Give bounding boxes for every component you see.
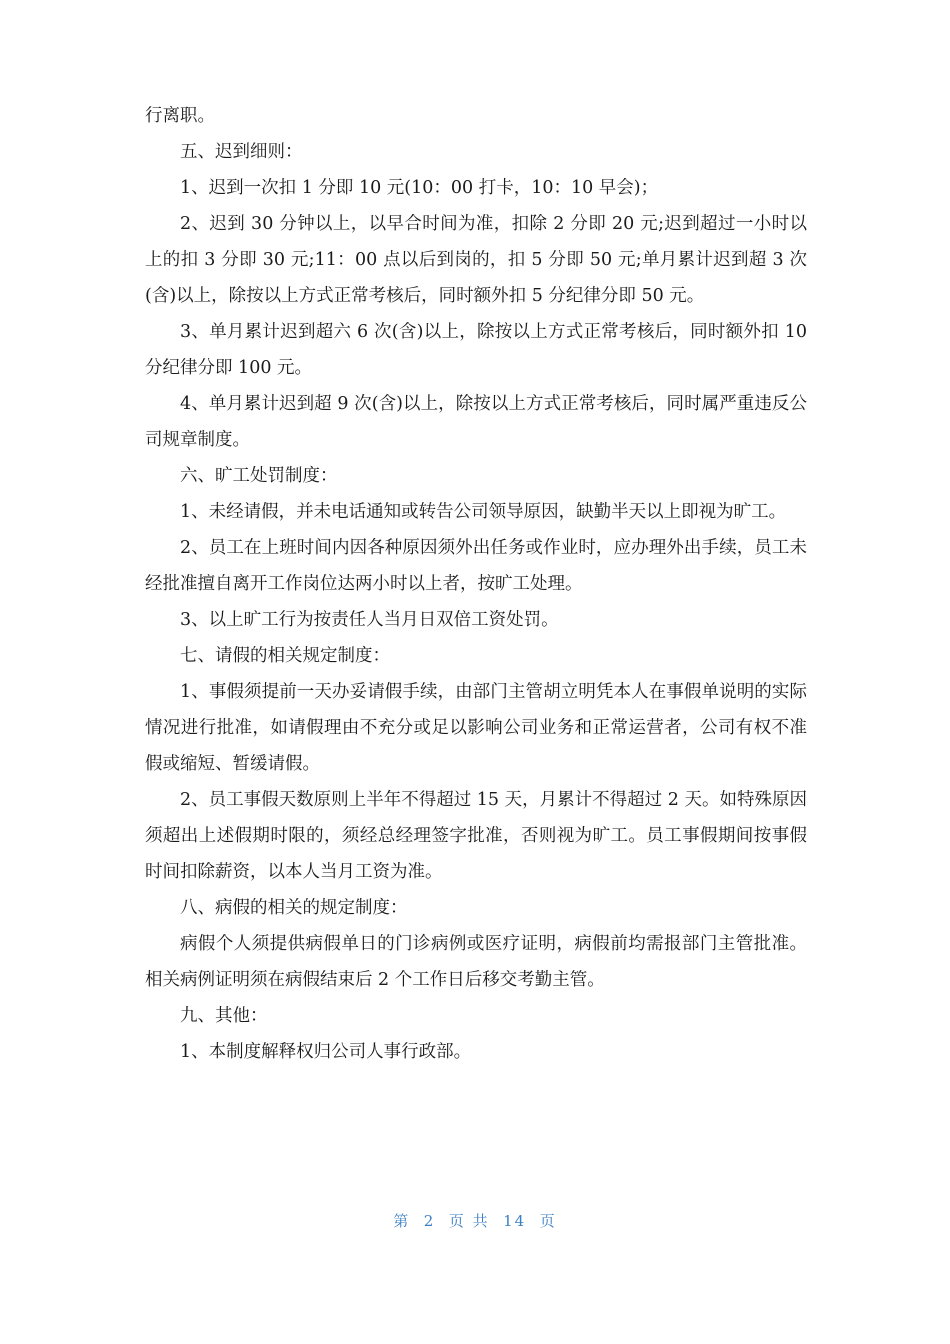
section-heading-late-rules: 五、迟到细则： bbox=[180, 142, 303, 162]
paragraph-0: 行离职。 bbox=[145, 106, 215, 126]
document-body bbox=[145, 98, 807, 1070]
paragraph-4: 3、单月累计迟到超六 6 次(含)以上，除按以上方式正常考核后，同时额外扣 10 分纪律分即 100 元。 bbox=[145, 322, 807, 378]
section-heading-absence-penalty: 六、旷工处罚制度： bbox=[180, 466, 338, 486]
section-heading-leave-rules: 七、请假的相关规定制度： bbox=[180, 646, 390, 666]
paragraph-5: 4、单月累计迟到超 9 次(含)以上，除按以上方式正常考核后，同时属严重违反公司规章制度。 bbox=[145, 394, 807, 450]
paragraph-12: 2、员工事假天数原则上半年不得超过 15 天，月累计不得超过 2 天。如特殊原因须超出上述假期时限的，须经总经理签字批准，否则视为旷工。员工事假期间按事假时间扣除薪资，以本人当月工资为准。 bbox=[145, 790, 807, 882]
page-number-footer: 第 2 页 共 14 页 bbox=[393, 1212, 557, 1230]
paragraph-14: 病假个人须提供病假单日的门诊病例或医疗证明，病假前均需报部门主管批准。相关病例证明须在病假结束后 2 个工作日后移交考勤主管。 bbox=[145, 934, 807, 990]
section-heading-other: 九、其他： bbox=[180, 1006, 268, 1026]
paragraph-11: 1、事假须提前一天办妥请假手续，由部门主管胡立明凭本人在事假单说明的实际情况进行批准，如请假理由不充分或足以影响公司业务和正常运营者，公司有权不准假或缩短、暂缓请假。 bbox=[145, 682, 807, 774]
paragraph-16: 1、本制度解释权归公司人事行政部。 bbox=[180, 1042, 472, 1062]
paragraph-3: 2、迟到 30 分钟以上，以早合时间为准，扣除 2 分即 20 元;迟到超过一小时以上的扣 3 分即 30 元;11：00 点以后到岗的，扣 5 分即 50 元;单月累计迟到超 3 次(含)以上，除按以上方式正常考核后，同时额外扣 5 分纪律分即 50 元。 bbox=[145, 214, 807, 306]
paragraph-8: 2、员工在上班时间内因各种原因须外出任务或作业时，应办理外出手续，员工未经批准擅自离开工作岗位达两小时以上者，按旷工处理。 bbox=[145, 538, 807, 594]
paragraph-9: 3、以上旷工行为按责任人当月日双倍工资处罚。 bbox=[180, 610, 559, 630]
paragraph-7: 1、未经请假，并未电话通知或转告公司领导原因，缺勤半天以上即视为旷工。 bbox=[180, 502, 787, 522]
section-heading-sick-leave: 八、病假的相关的规定制度： bbox=[180, 898, 408, 918]
paragraph-2: 1、迟到一次扣 1 分即 10 元(10：00 打卡，10：10 早会)； bbox=[180, 178, 659, 198]
